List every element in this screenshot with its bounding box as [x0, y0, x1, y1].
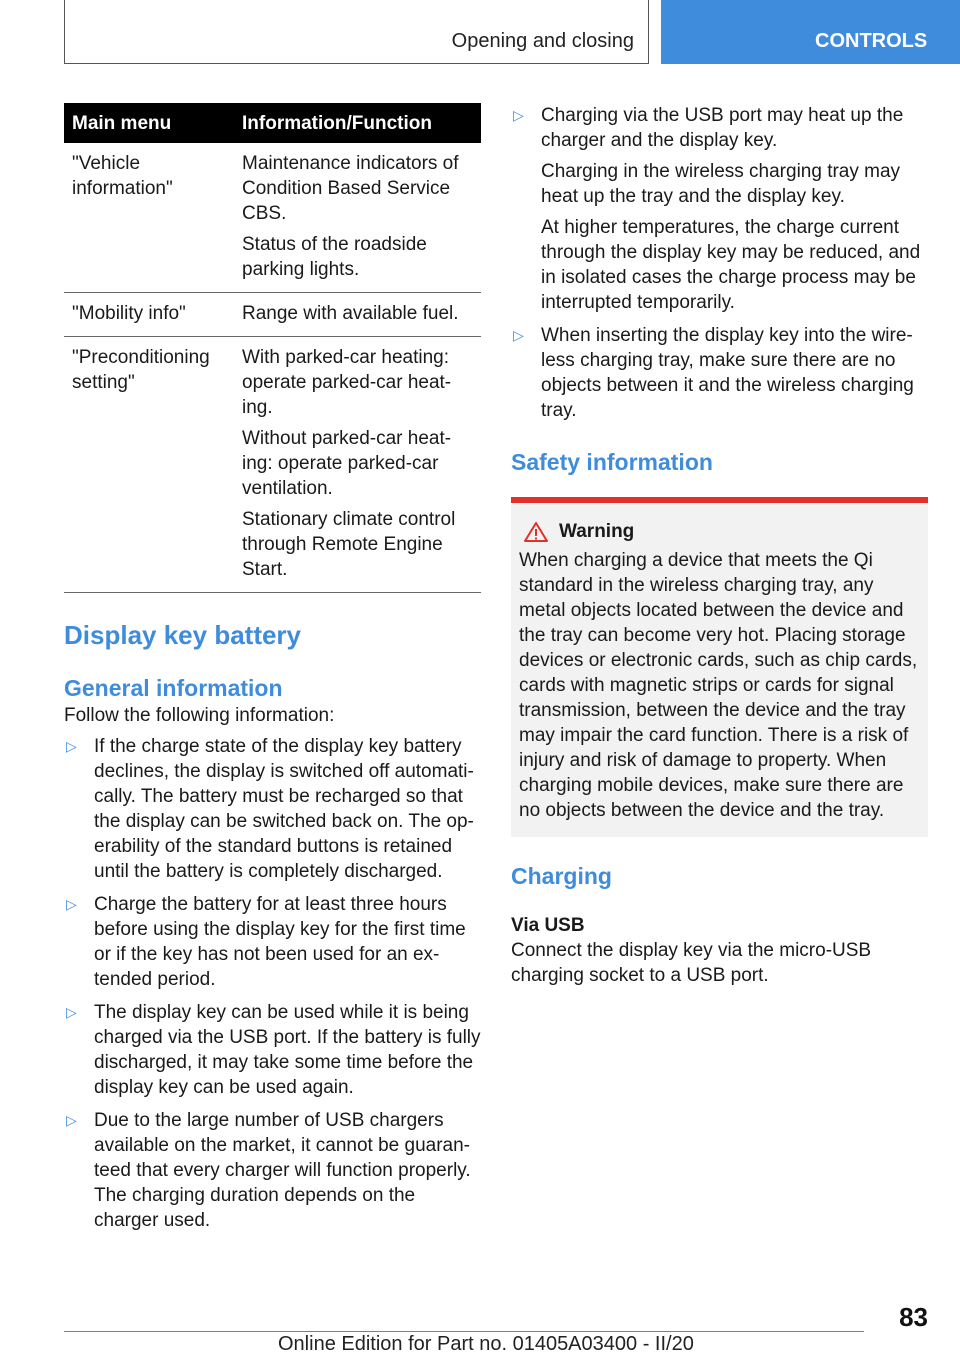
left-column: [64, 103, 481, 1241]
list-item-text: The display key can be used while it is being charged via the USB port. If the battery is fully discharged, it may take some time before the display key can be used again.: [94, 1002, 481, 1098]
header-section-title: Opening and closing: [451, 30, 634, 52]
warning-box: [511, 497, 928, 837]
table-cell-menu: "Preconditioning setting": [64, 337, 234, 593]
table-cell-info: [234, 337, 481, 593]
right-column: [511, 103, 928, 988]
table-cell-menu: "Mobility info": [64, 293, 234, 337]
list-item-text: If the charge state of the display key battery declines, the display is switched off automati-cally. The battery must be recharged so that the display can be switched back on. The op-erability of the standard buttons is retained until the battery is completely discharged.: [94, 736, 474, 882]
triangle-right-outline-icon: ▷: [66, 1004, 77, 1020]
table-row: [64, 293, 481, 337]
list-item: [64, 1000, 481, 1100]
triangle-right-outline-icon: ▷: [513, 107, 524, 123]
table-row: [64, 143, 481, 293]
info-paragraph: Without parked-car heat-ing: operate parked-car ventilation.: [242, 428, 452, 499]
table-header-row: [64, 103, 481, 143]
table-cell-info: [234, 143, 481, 293]
page-number: 83: [899, 1302, 928, 1332]
subheading-via-usb: Via USB: [511, 915, 585, 936]
charging-heat-bullet-list: [511, 103, 928, 423]
list-item: [64, 1108, 481, 1233]
header-chapter-tab: [661, 0, 960, 64]
table-header-information: Information/Function: [234, 103, 481, 143]
list-item: [64, 734, 481, 884]
list-item: [64, 892, 481, 992]
triangle-right-outline-icon: ▷: [66, 1112, 77, 1128]
list-item-text: Charge the battery for at least three hours before using the display key for the first time or if the key has not been used for an ex-tended period.: [94, 894, 466, 990]
table-cell-info: [234, 293, 481, 337]
battery-bullet-list: [64, 734, 481, 1233]
warning-label: Warning: [559, 521, 635, 542]
table-header-main-menu: Main menu: [64, 103, 234, 143]
info-paragraph: Range with available fuel.: [242, 303, 459, 324]
table-cell-menu: "Vehicle information": [64, 143, 234, 293]
triangle-right-outline-icon: ▷: [66, 896, 77, 912]
warning-triangle-icon: [523, 521, 549, 543]
header-section-box: [64, 0, 649, 64]
table-row: [64, 337, 481, 593]
list-item: [511, 323, 928, 423]
info-paragraph: Status of the roadside parking lights.: [242, 234, 427, 280]
warning-text: When charging a device that meets the Qi standard in the wireless charging tray, any metal objects located between the device and the tray can become very hot. Placing storage devices or electronic cards, such as chip cards, cards with magnetic strips or cards for signal transmission, between the device and the tray may impair the card function. There is a risk of injury and risk of damage to property. When charging mobile devices, make sure there are no objects between the device and the tray.: [519, 550, 918, 821]
menu-table: [64, 103, 481, 593]
info-paragraph: Stationary climate control through Remote Engine Start.: [242, 509, 456, 580]
info-paragraph: Maintenance indicators of Condition Based Service CBS.: [242, 153, 459, 224]
list-item-text: When inserting the display key into the wire-less charging tray, make sure there are no objects between it and the wireless charging tray.: [541, 325, 914, 421]
charging-text: Connect the display key via the micro-USB charging socket to a USB port.: [511, 940, 872, 986]
info-paragraph: With parked-car heating: operate parked-car heat-ing.: [242, 347, 452, 418]
triangle-right-outline-icon: ▷: [66, 738, 77, 754]
list-item-text: At higher temperatures, the charge current through the display key may be reduced, and in isolated cases the charge process may be interrupted temporarily.: [541, 217, 921, 313]
triangle-right-outline-icon: ▷: [513, 327, 524, 343]
list-item: [511, 103, 928, 315]
section-title-charging: Charging: [511, 863, 612, 889]
warning-header: [519, 519, 920, 544]
footer-edition: Online Edition for Part no. 01405A03400 - II/20: [278, 1333, 694, 1355]
intro-text: Follow the following information:: [64, 705, 335, 726]
footer-divider: [64, 1331, 864, 1332]
section-title-safety-information: Safety information: [511, 449, 713, 475]
header-chapter-title: CONTROLS: [815, 30, 928, 52]
list-item-text: Due to the large number of USB chargers available on the market, it cannot be guaran-teed that every charger will function properly. The charging duration depends on the charger used.: [94, 1110, 471, 1231]
list-item-text: Charging via the USB port may heat up the charger and the display key.: [541, 105, 904, 151]
subsection-title-general-information: General information: [64, 675, 283, 701]
section-title-display-key-battery: Display key battery: [64, 620, 302, 650]
list-item-text: Charging in the wireless charging tray may heat up the tray and the display key.: [541, 161, 901, 207]
